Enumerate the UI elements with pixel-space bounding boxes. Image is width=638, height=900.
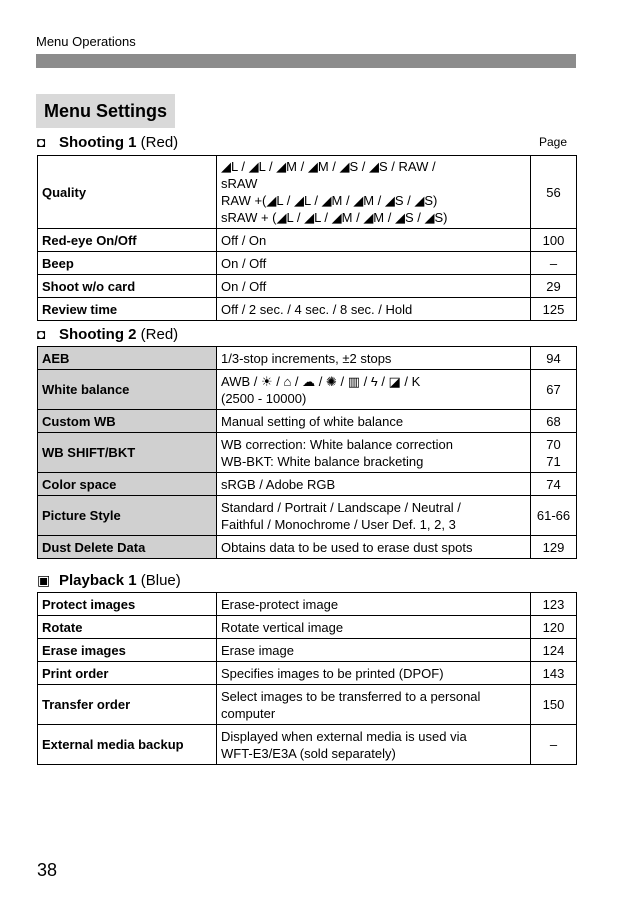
option-line: WFT-E3/E3A (sold separately) [221, 745, 396, 761]
setting-name: Rotate [38, 616, 217, 639]
setting-options [217, 410, 531, 433]
setting-name: Picture Style [38, 496, 217, 536]
table-row [38, 298, 577, 321]
camera-icon: ◘ [37, 134, 46, 150]
page-ref: 129 [531, 536, 577, 559]
setting-options [217, 496, 531, 536]
setting-options [217, 156, 531, 229]
table-row [38, 252, 577, 275]
page-ref: 100 [531, 229, 577, 252]
section-playback-1 [37, 570, 577, 591]
shooting-1-table [37, 155, 577, 321]
page-ref: – [531, 252, 577, 275]
option-line: Faithful / Monochrome / User Def. 1, 2, 3 [221, 516, 456, 532]
section-heading: Menu Settings [36, 94, 175, 128]
running-header: Menu Operations [36, 34, 136, 49]
page-ref: 56 [531, 156, 577, 229]
section-shooting-2 [37, 324, 577, 345]
table-row [38, 685, 577, 725]
option-line: AWB / ☀ / ⌂ / ☁ / ✺ / ▥ / ϟ / ◪ / K [221, 373, 421, 389]
page-ref: 29 [531, 275, 577, 298]
page-ref: 67 [531, 370, 577, 410]
page-ref: 94 [531, 347, 577, 370]
page-ref: 68 [531, 410, 577, 433]
option-line: WB-BKT: White balance bracketing [221, 453, 424, 469]
setting-name: Transfer order [38, 685, 217, 725]
option-line: Off / On [221, 232, 267, 248]
table-row [38, 347, 577, 370]
table-row [38, 275, 577, 298]
page-ref: 123 [531, 593, 577, 616]
option-line: ◢L / ◢L / ◢M / ◢M / ◢S / ◢S / RAW / [221, 159, 436, 174]
table-row [38, 639, 577, 662]
page-column-label: Page [538, 135, 567, 149]
option-line: computer [221, 705, 276, 721]
setting-name: Review time [38, 298, 217, 321]
option-line: Off / 2 sec. / 4 sec. / 8 sec. / Hold [221, 301, 413, 317]
setting-options [217, 370, 531, 410]
page-ref: – [531, 725, 577, 765]
page-ref: 150 [531, 685, 577, 725]
section-title: Playback 1 [59, 572, 137, 589]
option-line: On / Off [221, 278, 267, 294]
section-title: Shooting 1 [59, 134, 137, 151]
setting-options [217, 275, 531, 298]
option-line: Erase-protect image [221, 596, 339, 612]
playback-1-table [37, 592, 577, 765]
table-row [38, 725, 577, 765]
option-line: Obtains data to be used to erase dust spots [221, 539, 473, 555]
setting-options [217, 593, 531, 616]
option-line: Specifies images to be printed (DPOF) [221, 665, 444, 681]
page-ref: 120 [531, 616, 577, 639]
section-color: (Red) [140, 326, 179, 343]
page-ref: 61-66 [531, 496, 577, 536]
page-ref: 125 [531, 298, 577, 321]
section-color: (Blue) [140, 572, 181, 589]
setting-name: Protect images [38, 593, 217, 616]
setting-options [217, 252, 531, 275]
page-number: 38 [37, 860, 58, 880]
table-row [38, 370, 577, 410]
setting-options [217, 229, 531, 252]
setting-options [217, 685, 531, 725]
option-line: Manual setting of white balance [221, 413, 404, 429]
option-line: Erase image [221, 642, 294, 658]
table-row [38, 156, 577, 229]
setting-name: Beep [38, 252, 217, 275]
setting-options [217, 347, 531, 370]
setting-options [217, 616, 531, 639]
table-row [38, 662, 577, 685]
section-shooting-1 [37, 132, 577, 153]
table-row [38, 410, 577, 433]
setting-name: External media backup [38, 725, 217, 765]
section-title: Shooting 2 [59, 326, 137, 343]
option-line: Standard / Portrait / Landscape / Neutral / [221, 499, 461, 515]
setting-name: Dust Delete Data [38, 536, 217, 559]
setting-name: Color space [38, 473, 217, 496]
table-row [38, 496, 577, 536]
setting-options [217, 473, 531, 496]
option-line: sRGB / Adobe RGB [221, 476, 336, 492]
setting-name: Print order [38, 662, 217, 685]
table-row [38, 229, 577, 252]
setting-options [217, 298, 531, 321]
camera-icon: ◘ [37, 326, 46, 342]
table-row [38, 616, 577, 639]
setting-name: Quality [38, 156, 217, 229]
playback-icon: ▣ [37, 572, 51, 588]
option-line: 1/3-stop increments, ±2 stops [221, 350, 392, 366]
setting-name: Erase images [38, 639, 217, 662]
shooting-2-table [37, 346, 577, 559]
option-line: On / Off [221, 255, 267, 271]
option-line: RAW +(◢L / ◢L / ◢M / ◢M / ◢S / ◢S) [221, 193, 438, 208]
setting-options [217, 662, 531, 685]
setting-options [217, 725, 531, 765]
page-ref: 74 [531, 473, 577, 496]
setting-name: Custom WB [38, 410, 217, 433]
table-row [38, 433, 577, 473]
section-color: (Red) [140, 134, 179, 151]
option-line: WB correction: White balance correction [221, 436, 453, 452]
option-line: (2500 - 10000) [221, 390, 307, 406]
page-ref: 70 71 [531, 433, 577, 473]
setting-name: Shoot w/o card [38, 275, 217, 298]
setting-options [217, 536, 531, 559]
setting-options [217, 639, 531, 662]
page-ref: 124 [531, 639, 577, 662]
option-line: Select images to be transferred to a personal [221, 688, 481, 704]
setting-name: WB SHIFT/BKT [38, 433, 217, 473]
setting-name: Red-eye On/Off [38, 229, 217, 252]
table-row [38, 536, 577, 559]
option-line: Rotate vertical image [221, 619, 344, 635]
table-row [38, 593, 577, 616]
option-line: sRAW [221, 176, 258, 191]
setting-name: AEB [38, 347, 217, 370]
page-ref: 143 [531, 662, 577, 685]
setting-name: White balance [38, 370, 217, 410]
setting-options [217, 433, 531, 473]
table-row [38, 473, 577, 496]
option-line: Displayed when external media is used via [221, 728, 467, 744]
header-rule [36, 54, 576, 68]
option-line: sRAW + (◢L / ◢L / ◢M / ◢M / ◢S / ◢S) [221, 210, 448, 225]
